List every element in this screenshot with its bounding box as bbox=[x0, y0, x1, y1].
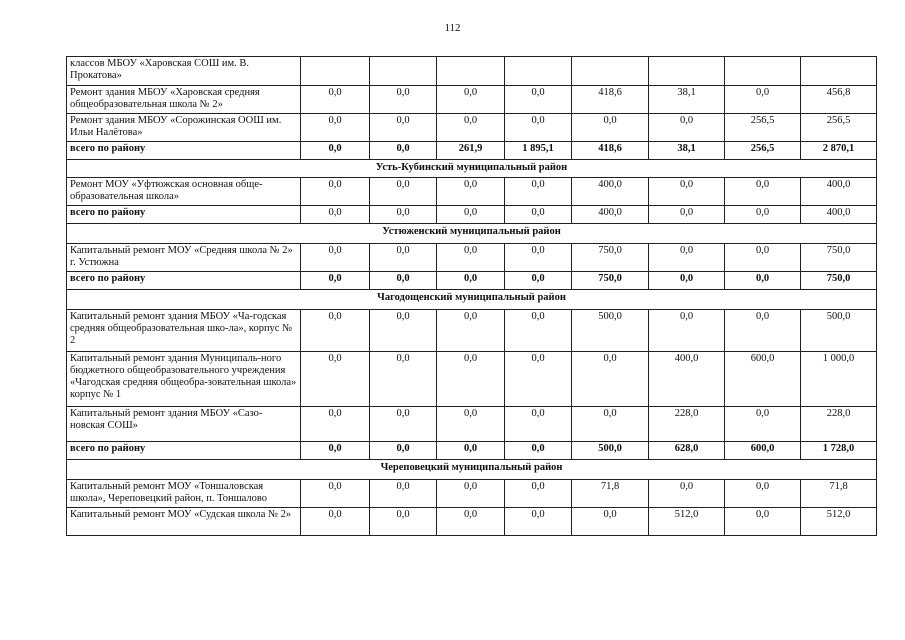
amount-cell: 0,0 bbox=[505, 310, 572, 352]
amount-cell: 0,0 bbox=[505, 178, 572, 206]
object-name-cell: всего по району bbox=[67, 272, 301, 290]
amount-cell: 0,0 bbox=[301, 352, 370, 407]
amount-cell: 400,0 bbox=[801, 206, 877, 224]
amount-cell bbox=[649, 57, 725, 86]
object-name-cell: всего по району bbox=[67, 442, 301, 460]
amount-cell: 0,0 bbox=[649, 272, 725, 290]
district-section-row bbox=[67, 160, 877, 178]
district-name: Усть-Кубинский муниципальный район bbox=[67, 160, 877, 178]
amount-cell: 0,0 bbox=[505, 508, 572, 536]
amount-cell: 256,5 bbox=[725, 142, 801, 160]
amount-cell: 0,0 bbox=[370, 310, 437, 352]
amount-cell bbox=[725, 57, 801, 86]
amount-cell: 1 895,1 bbox=[505, 142, 572, 160]
amount-cell: 1 728,0 bbox=[801, 442, 877, 460]
amount-cell: 400,0 bbox=[649, 352, 725, 407]
table-row bbox=[67, 508, 877, 536]
amount-cell: 0,0 bbox=[649, 114, 725, 142]
amount-cell: 0,0 bbox=[370, 114, 437, 142]
object-name-cell: Капитальный ремонт здания МБОУ «Ча-годская средняя общеобразовательная шко-ла», корпус № 2 bbox=[67, 310, 301, 352]
amount-cell: 0,0 bbox=[505, 442, 572, 460]
amount-cell: 0,0 bbox=[649, 480, 725, 508]
amount-cell: 418,6 bbox=[572, 86, 649, 114]
amount-cell: 0,0 bbox=[370, 86, 437, 114]
amount-cell: 0,0 bbox=[437, 86, 505, 114]
amount-cell bbox=[437, 57, 505, 86]
amount-cell: 0,0 bbox=[725, 310, 801, 352]
amount-cell: 0,0 bbox=[725, 178, 801, 206]
amount-cell bbox=[505, 57, 572, 86]
amount-cell: 750,0 bbox=[801, 272, 877, 290]
amount-cell: 261,9 bbox=[437, 142, 505, 160]
amount-cell bbox=[301, 57, 370, 86]
district-name: Устюженский муниципальный район bbox=[67, 224, 877, 244]
amount-cell: 512,0 bbox=[801, 508, 877, 536]
amount-cell: 0,0 bbox=[725, 244, 801, 272]
district-total-row bbox=[67, 142, 877, 160]
amount-cell: 0,0 bbox=[505, 114, 572, 142]
amount-cell: 0,0 bbox=[370, 272, 437, 290]
amount-cell: 500,0 bbox=[572, 442, 649, 460]
amount-cell: 0,0 bbox=[437, 244, 505, 272]
amount-cell: 0,0 bbox=[725, 86, 801, 114]
district-section-row bbox=[67, 460, 877, 480]
amount-cell: 0,0 bbox=[301, 310, 370, 352]
amount-cell: 750,0 bbox=[801, 244, 877, 272]
amount-cell: 228,0 bbox=[801, 407, 877, 442]
amount-cell: 0,0 bbox=[370, 178, 437, 206]
object-name-cell: Капитальный ремонт МОУ «Тоншаловская школа», Череповецкий район, п. Тоншалово bbox=[67, 480, 301, 508]
amount-cell: 0,0 bbox=[437, 206, 505, 224]
amount-cell: 0,0 bbox=[301, 114, 370, 142]
table-row bbox=[67, 480, 877, 508]
table-row bbox=[67, 310, 877, 352]
amount-cell: 0,0 bbox=[437, 480, 505, 508]
amount-cell: 0,0 bbox=[370, 442, 437, 460]
amount-cell: 0,0 bbox=[301, 442, 370, 460]
amount-cell: 0,0 bbox=[301, 206, 370, 224]
budget-table bbox=[66, 56, 877, 536]
amount-cell: 0,0 bbox=[301, 407, 370, 442]
amount-cell: 0,0 bbox=[437, 508, 505, 536]
amount-cell: 0,0 bbox=[505, 86, 572, 114]
amount-cell: 400,0 bbox=[572, 206, 649, 224]
amount-cell bbox=[801, 57, 877, 86]
table-row bbox=[67, 244, 877, 272]
amount-cell bbox=[370, 57, 437, 86]
table-row bbox=[67, 352, 877, 407]
amount-cell: 600,0 bbox=[725, 352, 801, 407]
district-name: Череповецкий муниципальный район bbox=[67, 460, 877, 480]
amount-cell: 0,0 bbox=[725, 206, 801, 224]
object-name-cell: всего по району bbox=[67, 206, 301, 224]
table-row bbox=[67, 178, 877, 206]
amount-cell: 750,0 bbox=[572, 244, 649, 272]
object-name-cell: Ремонт здания МБОУ «Сорожинская ООШ им. Ильи Налётова» bbox=[67, 114, 301, 142]
amount-cell: 0,0 bbox=[301, 480, 370, 508]
amount-cell: 0,0 bbox=[572, 407, 649, 442]
amount-cell: 0,0 bbox=[437, 442, 505, 460]
object-name-cell: классов МБОУ «Харовская СОШ им. В. Прокатова» bbox=[67, 57, 301, 86]
amount-cell: 0,0 bbox=[505, 407, 572, 442]
amount-cell: 0,0 bbox=[370, 508, 437, 536]
amount-cell: 38,1 bbox=[649, 86, 725, 114]
amount-cell: 0,0 bbox=[505, 272, 572, 290]
amount-cell: 628,0 bbox=[649, 442, 725, 460]
amount-cell: 0,0 bbox=[505, 244, 572, 272]
amount-cell: 0,0 bbox=[301, 272, 370, 290]
amount-cell: 418,6 bbox=[572, 142, 649, 160]
amount-cell: 0,0 bbox=[437, 407, 505, 442]
amount-cell: 0,0 bbox=[649, 244, 725, 272]
amount-cell: 0,0 bbox=[572, 508, 649, 536]
table-row bbox=[67, 407, 877, 442]
amount-cell: 400,0 bbox=[572, 178, 649, 206]
amount-cell: 0,0 bbox=[649, 310, 725, 352]
object-name-cell: Капитальный ремонт здания МБОУ «Сазо-новская СОШ» bbox=[67, 407, 301, 442]
object-name-cell: Капитальный ремонт здания Муниципаль-ного бюджетного общеобразовательного учреждения «Чагодская средняя общеобра-зовательная школа» корпус № 1 bbox=[67, 352, 301, 407]
amount-cell: 0,0 bbox=[505, 206, 572, 224]
amount-cell: 0,0 bbox=[370, 352, 437, 407]
amount-cell: 0,0 bbox=[572, 352, 649, 407]
amount-cell: 256,5 bbox=[801, 114, 877, 142]
amount-cell: 0,0 bbox=[725, 272, 801, 290]
district-section-row bbox=[67, 224, 877, 244]
amount-cell: 0,0 bbox=[437, 114, 505, 142]
amount-cell: 0,0 bbox=[301, 244, 370, 272]
amount-cell: 0,0 bbox=[301, 178, 370, 206]
district-section-row bbox=[67, 290, 877, 310]
district-name: Чагодощенский муниципальный район bbox=[67, 290, 877, 310]
amount-cell: 500,0 bbox=[572, 310, 649, 352]
amount-cell: 0,0 bbox=[437, 272, 505, 290]
amount-cell: 0,0 bbox=[370, 142, 437, 160]
amount-cell: 456,8 bbox=[801, 86, 877, 114]
amount-cell: 0,0 bbox=[370, 206, 437, 224]
amount-cell: 0,0 bbox=[437, 310, 505, 352]
amount-cell: 0,0 bbox=[505, 480, 572, 508]
table-row bbox=[67, 206, 877, 224]
amount-cell: 0,0 bbox=[437, 352, 505, 407]
amount-cell: 0,0 bbox=[725, 407, 801, 442]
amount-cell: 71,8 bbox=[572, 480, 649, 508]
amount-cell: 512,0 bbox=[649, 508, 725, 536]
amount-cell: 0,0 bbox=[370, 480, 437, 508]
district-total-row bbox=[67, 272, 877, 290]
amount-cell bbox=[572, 57, 649, 86]
amount-cell: 0,0 bbox=[725, 508, 801, 536]
amount-cell: 400,0 bbox=[801, 178, 877, 206]
amount-cell: 38,1 bbox=[649, 142, 725, 160]
amount-cell: 0,0 bbox=[301, 86, 370, 114]
amount-cell: 0,0 bbox=[301, 142, 370, 160]
amount-cell: 500,0 bbox=[801, 310, 877, 352]
amount-cell: 71,8 bbox=[801, 480, 877, 508]
table-row bbox=[67, 86, 877, 114]
amount-cell: 750,0 bbox=[572, 272, 649, 290]
amount-cell: 600,0 bbox=[725, 442, 801, 460]
amount-cell: 0,0 bbox=[649, 206, 725, 224]
table-row bbox=[67, 114, 877, 142]
amount-cell: 0,0 bbox=[572, 114, 649, 142]
amount-cell: 0,0 bbox=[301, 508, 370, 536]
object-name-cell: Капитальный ремонт МОУ «Судская школа № 2» bbox=[67, 508, 301, 536]
amount-cell: 256,5 bbox=[725, 114, 801, 142]
object-name-cell: Ремонт МОУ «Уфтюжская основная обще-образовательная школа» bbox=[67, 178, 301, 206]
amount-cell: 0,0 bbox=[370, 407, 437, 442]
object-name-cell: всего по району bbox=[67, 142, 301, 160]
amount-cell: 0,0 bbox=[725, 480, 801, 508]
amount-cell: 228,0 bbox=[649, 407, 725, 442]
object-name-cell: Ремонт здания МБОУ «Харовская средняя общеобразовательная школа № 2» bbox=[67, 86, 301, 114]
amount-cell: 0,0 bbox=[505, 352, 572, 407]
page-number: 112 bbox=[444, 22, 461, 34]
amount-cell: 0,0 bbox=[370, 244, 437, 272]
amount-cell: 0,0 bbox=[649, 178, 725, 206]
amount-cell: 1 000,0 bbox=[801, 352, 877, 407]
table-row bbox=[67, 57, 877, 86]
amount-cell: 0,0 bbox=[437, 178, 505, 206]
object-name-cell: Капитальный ремонт МОУ «Средняя школа № 2» г. Устюжна bbox=[67, 244, 301, 272]
district-total-row bbox=[67, 442, 877, 460]
amount-cell: 2 870,1 bbox=[801, 142, 877, 160]
